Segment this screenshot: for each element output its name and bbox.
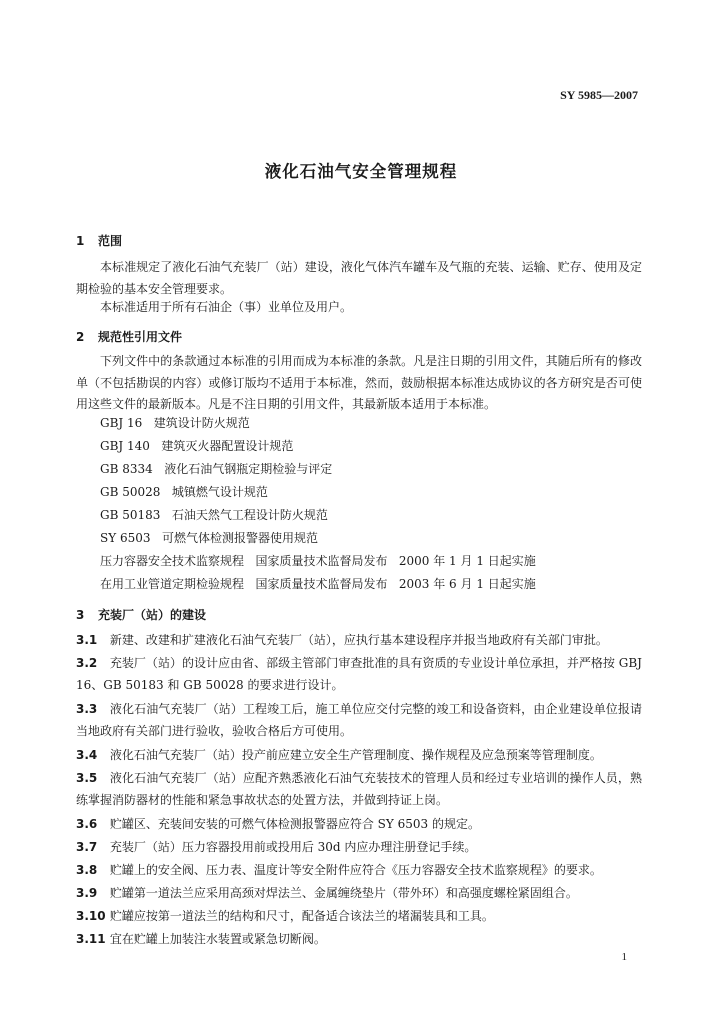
section-2-heading [76,328,182,345]
section-number: 3 [76,608,85,622]
clause [76,630,642,652]
clause-number: 3.3 [76,702,98,716]
clause-text: 贮罐上的安全阀、压力表、温度计等安全附件应符合《压力容器安全技术监察规程》的要求。 [109,863,602,877]
clause-text: 充装厂（站）的设计应由省、部级主管部门审查批准的具有资质的专业设计单位承担，并严格按 GBJ 16、GB 50183 和 GB 50028 的要求进行设计。 [76,656,642,692]
clause-number: 3.10 [76,909,106,923]
clause-text: 液化石油气充装厂（站）应配齐熟悉液化石油气充装技术的管理人员和经过专业培训的操作人员，熟练掌握消防器材的性能和紧急事故状态的处置方法，并做到持证上岗。 [76,771,642,807]
clause [76,860,642,882]
document-title: 液化石油气安全管理规程 [264,162,458,181]
clause [76,837,642,859]
clause [76,929,596,951]
clause-number: 3.5 [76,771,98,785]
standard-code: SY 5985—2007 [560,88,638,102]
reference-item: GB 8334 液化石油气钢瓶定期检验与评定 [100,462,333,476]
clause-number: 3.9 [76,886,98,900]
clause [76,814,642,836]
clause [76,906,642,928]
reference-item: GBJ 16 建筑设计防火规范 [100,416,250,430]
clause-number: 3.2 [76,656,98,670]
clause [76,699,642,742]
clause-text: 液化石油气充装厂（站）工程竣工后，施工单位应交付完整的竣工和设备资料，由企业建设单位报请当地政府有关部门进行验收，验收合格后方可使用。 [76,702,642,738]
paragraph: 本标准规定了液化石油气充装厂（站）建设，液化气体汽车罐车及气瓶的充装、运输、贮存、使用及定期检验的基本安全管理要求。 [76,260,642,296]
clause-text: 充装厂（站）压力容器投用前或投用后 30d 内应办理注册登记手续。 [109,840,477,854]
reference-item: GB 50028 城镇燃气设计规范 [100,485,268,499]
clause-number: 3.8 [76,863,98,877]
clause-text: 宜在贮罐上加装注水装置或紧急切断阀。 [109,932,326,946]
clause-text: 液化石油气充装厂（站）投产前应建立安全生产管理制度、操作规程及应急预案等管理制度。 [109,748,602,762]
clause [76,883,642,905]
clause-number: 3.4 [76,748,98,762]
reference-item: 在用工业管道定期检验规程 国家质量技术监督局发布 2003 年 6 月 1 日起实施 [100,577,536,591]
clause [76,653,642,696]
section-number: 1 [76,234,85,248]
clause [76,745,642,767]
section-number: 2 [76,330,85,344]
clause-number: 3.1 [76,633,98,647]
clause-text: 贮罐第一道法兰应采用高颈对焊法兰、金属缠绕垫片（带外环）和高强度螺栓紧固组合。 [109,886,578,900]
section-1-heading [76,232,122,249]
clause-number: 3.7 [76,840,98,854]
paragraph: 本标准适用于所有石油企（事）业单位及用户。 [100,300,353,314]
paragraph: 下列文件中的条款通过本标准的引用而成为本标准的条款。凡是注日期的引用文件，其随后所有的修改单（不包括勘误的内容）或修订版均不适用于本标准，然而，鼓励根据本标准达成协议的各方研究是否可使用这些文件的最新版本。凡是不注日期的引用文件，其最新版本适用于本标准。 [76,354,642,411]
section-title: 范围 [98,234,123,248]
clause-number: 3.11 [76,932,106,946]
reference-item: GB 50183 石油天然气工程设计防火规范 [100,508,328,522]
clause [76,768,642,811]
reference-item: 压力容器安全技术监察规程 国家质量技术监督局发布 2000 年 1 月 1 日起实施 [100,554,536,568]
clause-text: 贮罐区、充装间安装的可燃气体检测报警器应符合 SY 6503 的规定。 [109,817,480,831]
reference-item: GBJ 140 建筑灭火器配置设计规范 [100,439,294,453]
clause-text: 新建、改建和扩建液化石油气充装厂（站），应执行基本建设程序并报当地政府有关部门审批。 [109,633,608,647]
section-title: 规范性引用文件 [98,330,183,344]
clause-number: 3.6 [76,817,98,831]
reference-item: SY 6503 可燃气体检测报警器使用规范 [100,531,318,545]
page-number: 1 [621,951,627,963]
clause-text: 贮罐应按第一道法兰的结构和尺寸，配备适合该法兰的堵漏装具和工具。 [109,909,494,923]
section-title: 充装厂（站）的建设 [98,608,207,622]
section-3-heading [76,606,206,623]
